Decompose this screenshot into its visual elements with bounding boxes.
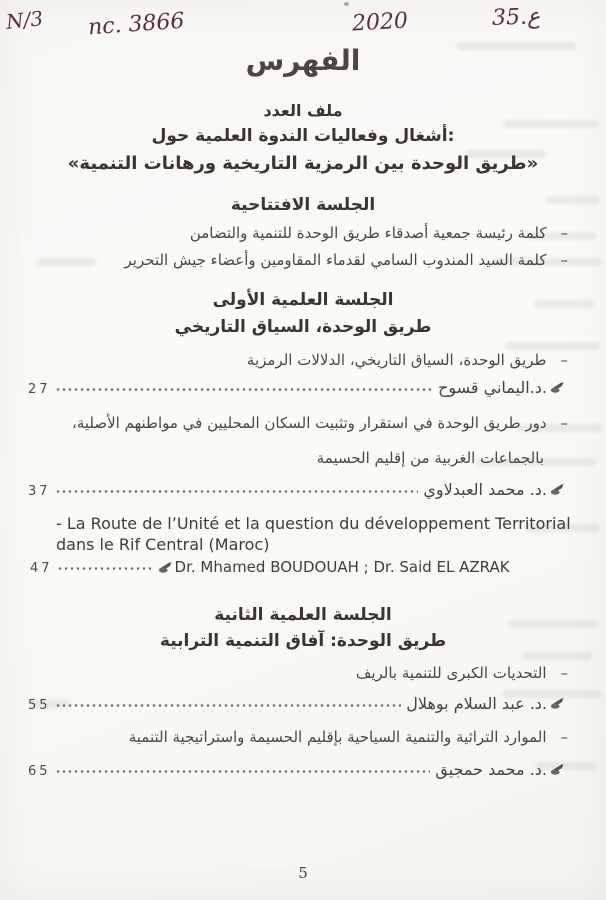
dotted-leader xyxy=(56,703,402,708)
author-line-latin xyxy=(30,558,526,576)
bleed-through-mark xyxy=(522,652,592,660)
dotted-leader xyxy=(56,769,431,774)
toc-entry xyxy=(28,224,568,242)
bleed-through-mark xyxy=(505,342,600,350)
entry-text: التحديات الكبرى للتنمية بالريف xyxy=(355,664,547,682)
scan-speck xyxy=(344,2,349,6)
entry-dash: – xyxy=(560,664,568,682)
author-line xyxy=(28,694,566,713)
entry-dash: – xyxy=(560,414,568,432)
page-ref: 65 xyxy=(28,764,51,779)
handwritten-issue-number: 35.ع xyxy=(491,4,541,31)
toc-entry xyxy=(28,251,568,269)
page-ref: 37 xyxy=(28,484,51,499)
issue-file-heading: ملف العدد xyxy=(263,101,343,120)
page-number: 5 xyxy=(298,864,308,882)
handwritten-year: 2020 xyxy=(351,8,409,37)
toc-entry-continuation xyxy=(28,449,544,467)
toc-entry xyxy=(28,664,568,682)
toc-entry xyxy=(28,414,568,432)
toc-entry xyxy=(28,351,568,369)
symposium-title: «طريق الوحدة بين الرمزية التاريخية ورهانات التنمية» xyxy=(67,153,539,174)
session-heading-opening: الجلسة الافتتاحية xyxy=(230,195,376,215)
page-title: الفهرس xyxy=(245,44,361,77)
author-line xyxy=(28,378,566,397)
entry-text: طريق الوحدة، السياق التاريخي، الدلالات الرمزية xyxy=(246,351,547,369)
entry-text: بالجماعات الغربية من إقليم الحسيمة xyxy=(316,449,544,467)
entry-dash: – xyxy=(560,351,568,369)
session-heading-second: الجلسة العلمية الثانية xyxy=(214,605,392,625)
author-name xyxy=(435,760,566,779)
symposium-subheading: أشغال وفعاليات الندوة العلمية حول: xyxy=(151,126,455,146)
page-ref: 47 xyxy=(30,561,53,576)
writing-hand-icon xyxy=(550,698,566,709)
entry-dash: – xyxy=(560,251,568,269)
handwritten-register-number: nc. 3866 xyxy=(87,8,186,41)
author-name xyxy=(438,378,566,397)
french-title-line2: dans le Rif Central (Maroc) xyxy=(56,534,270,554)
writing-hand-icon xyxy=(550,382,566,393)
author-name xyxy=(158,558,510,576)
toc-entry xyxy=(28,728,568,746)
session-heading-first: الجلسة العلمية الأولى xyxy=(212,290,394,310)
writing-hand-icon xyxy=(550,484,566,495)
author-name xyxy=(423,480,566,499)
entry-dash: – xyxy=(560,728,568,746)
entry-text: كلمة رئيسة جمعية أصدقاء طريق الوحدة للتنمية والتضامن xyxy=(189,224,547,242)
dotted-leader xyxy=(56,387,433,392)
dotted-leader xyxy=(58,566,153,571)
writing-hand-icon xyxy=(158,562,174,573)
entry-text: دور طريق الوحدة في استقرار وتثبيت السكان المحليين في مواطنهم الأصلية، xyxy=(71,414,547,432)
entry-text: كلمة السيد المندوب السامي لقدماء المقاومين وأعضاء جيش التحرير xyxy=(124,251,547,269)
session-subheading-second: طريق الوحدة: آفاق التنمية الترابية xyxy=(159,631,447,651)
entry-dash: – xyxy=(560,224,568,242)
dotted-leader xyxy=(56,489,419,494)
writing-hand-icon xyxy=(550,764,566,775)
handwritten-mark-left: N/3 xyxy=(4,6,45,34)
author-line xyxy=(28,760,566,779)
page-ref: 27 xyxy=(28,382,51,397)
session-subheading-first: طريق الوحدة، السياق التاريخي xyxy=(174,317,432,337)
entry-text: الموارد التراثية والتنمية السياحية بإقليم الحسيمة واستراتيجية التنمية xyxy=(128,728,547,746)
author-line xyxy=(28,480,566,499)
author-name-text: Dr. Mhamed BOUDOUAH ; Dr. Said EL AZRAK xyxy=(174,558,510,576)
author-name-text: .د. عبد السلام بوهلال xyxy=(406,694,547,713)
french-title-line1: - La Route de l’Unité et la question du développement Territorial xyxy=(56,514,571,533)
author-name-text: .د.اليماني قسوح xyxy=(438,378,547,397)
author-name-text: .د. محمد حمجيق xyxy=(435,760,547,779)
toc-entry-french xyxy=(56,514,586,556)
author-name-text: .د. محمد العبدلاوي xyxy=(423,480,547,499)
page-ref: 55 xyxy=(28,698,51,713)
author-name xyxy=(406,694,566,713)
